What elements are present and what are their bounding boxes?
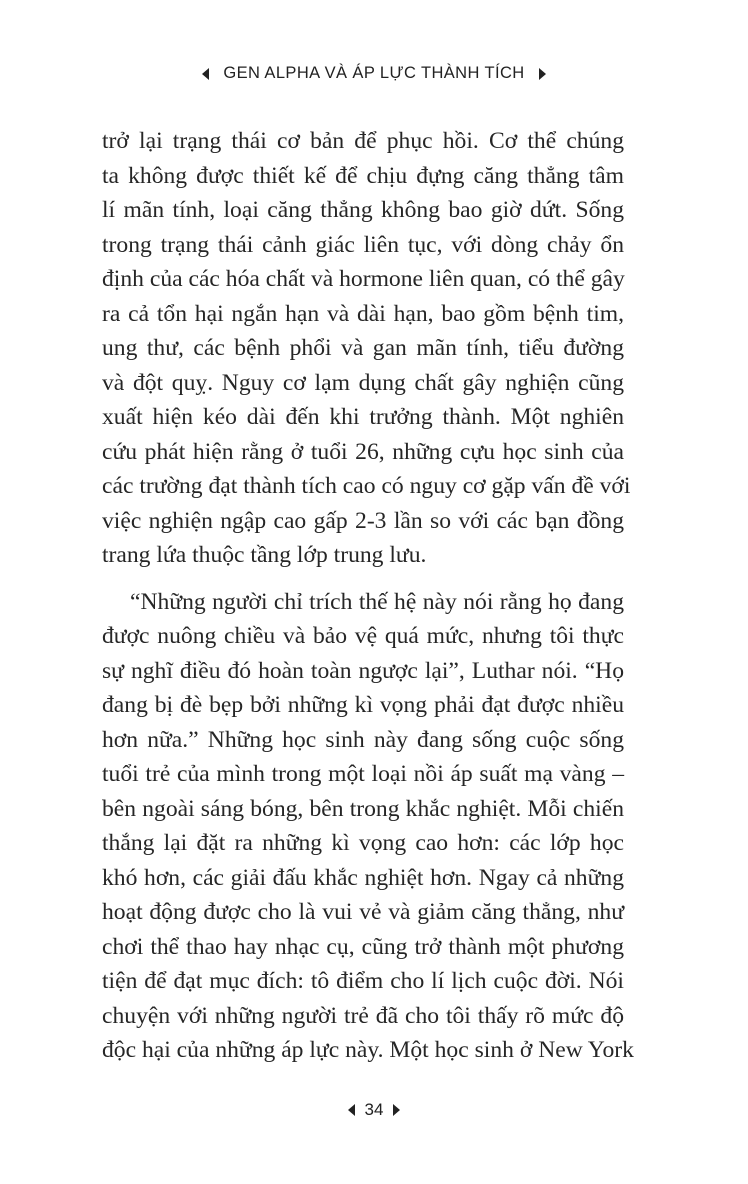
text-line: tiện để đạt mục đích: tô điểm cho lí lịch cuộc đời. Nói (102, 968, 624, 994)
text-line: định của các hóa chất và hormone liên quan, có thể gây (102, 266, 625, 292)
running-header (0, 64, 748, 83)
text-line: chuyện với những người trẻ đã cho tôi thấy rõ mức độ (102, 1002, 624, 1029)
text-line: trang lứa thuộc tầng lớp trung lưu. (102, 542, 427, 568)
triangle-right-icon (393, 1104, 400, 1116)
text-line: việc nghiện ngập cao gấp 2-3 lần so với các bạn đồng (102, 507, 624, 534)
triangle-left-icon (348, 1104, 355, 1116)
text-line: “Những người chỉ trích thế hệ này nói rằng họ đang (130, 588, 624, 615)
text-line: hoạt động được cho là vui vẻ và giảm căng thẳng, như (102, 899, 624, 925)
text-line: các trường đạt thành tích cao có nguy cơ gặp vấn đề với (102, 473, 631, 499)
text-line: cứu phát hiện rằng ở tuổi 26, những cựu học sinh của (102, 438, 624, 465)
text-line: khó hơn, các giải đấu khắc nghiệt hơn. Ngay cả những (102, 864, 624, 891)
text-line: ra cả tổn hại ngắn hạn và dài hạn, bao gồm bệnh tim, (102, 300, 624, 327)
text-line: được nuông chiều và bảo vệ quá mức, nhưng tôi thực (102, 623, 624, 649)
text-line: đang bị đè bẹp bởi những kì vọng phải đạt được nhiều (102, 692, 624, 718)
triangle-right-icon (539, 68, 546, 80)
text-line: tuổi trẻ của mình trong một loại nồi áp suất mạ vàng – (102, 761, 624, 787)
page-number: 34 (364, 1100, 384, 1119)
text-line: sự nghĩ điều đó hoàn toàn ngược lại”, Luthar nói. “Họ (102, 657, 624, 684)
text-line: độc hại của những áp lực này. Một học sinh ở New York (102, 1037, 634, 1063)
text-line: trong trạng thái cảnh giác liên tục, với dòng chảy ổn (102, 231, 624, 258)
text-line: lí mãn tính, loại căng thẳng không bao giờ dứt. Sống (102, 197, 624, 223)
running-header-title: GEN ALPHA VÀ ÁP LỰC THÀNH TÍCH (223, 64, 525, 82)
page-footer (0, 1100, 748, 1120)
text-line: và đột quỵ. Nguy cơ lạm dụng chất gây nghiện cũng (102, 369, 624, 396)
text-line: xuất hiện kéo dài đến khi trưởng thành. Một nghiên (102, 404, 624, 430)
text-line: trở lại trạng thái cơ bản để phục hồi. Cơ thể chúng (102, 128, 624, 154)
paragraph (102, 124, 631, 573)
triangle-left-icon (202, 68, 209, 80)
text-line: chơi thể thao hay nhạc cụ, cũng trở thành một phương (102, 933, 624, 960)
text-line: thắng lại đặt ra những kì vọng cao hơn: các lớp học (102, 830, 624, 856)
text-line: hơn nữa.” Những học sinh này đang sống cuộc sống (102, 726, 624, 753)
text-line: ta không được thiết kế để chịu đựng căng thẳng tâm (102, 162, 624, 189)
text-line: ung thư, các bệnh phổi và gan mãn tính, tiểu đường (102, 335, 624, 361)
paragraph (102, 585, 634, 1068)
text-line: bên ngoài sáng bóng, bên trong khắc nghiệt. Mỗi chiến (102, 795, 624, 822)
body-text (102, 124, 634, 1068)
